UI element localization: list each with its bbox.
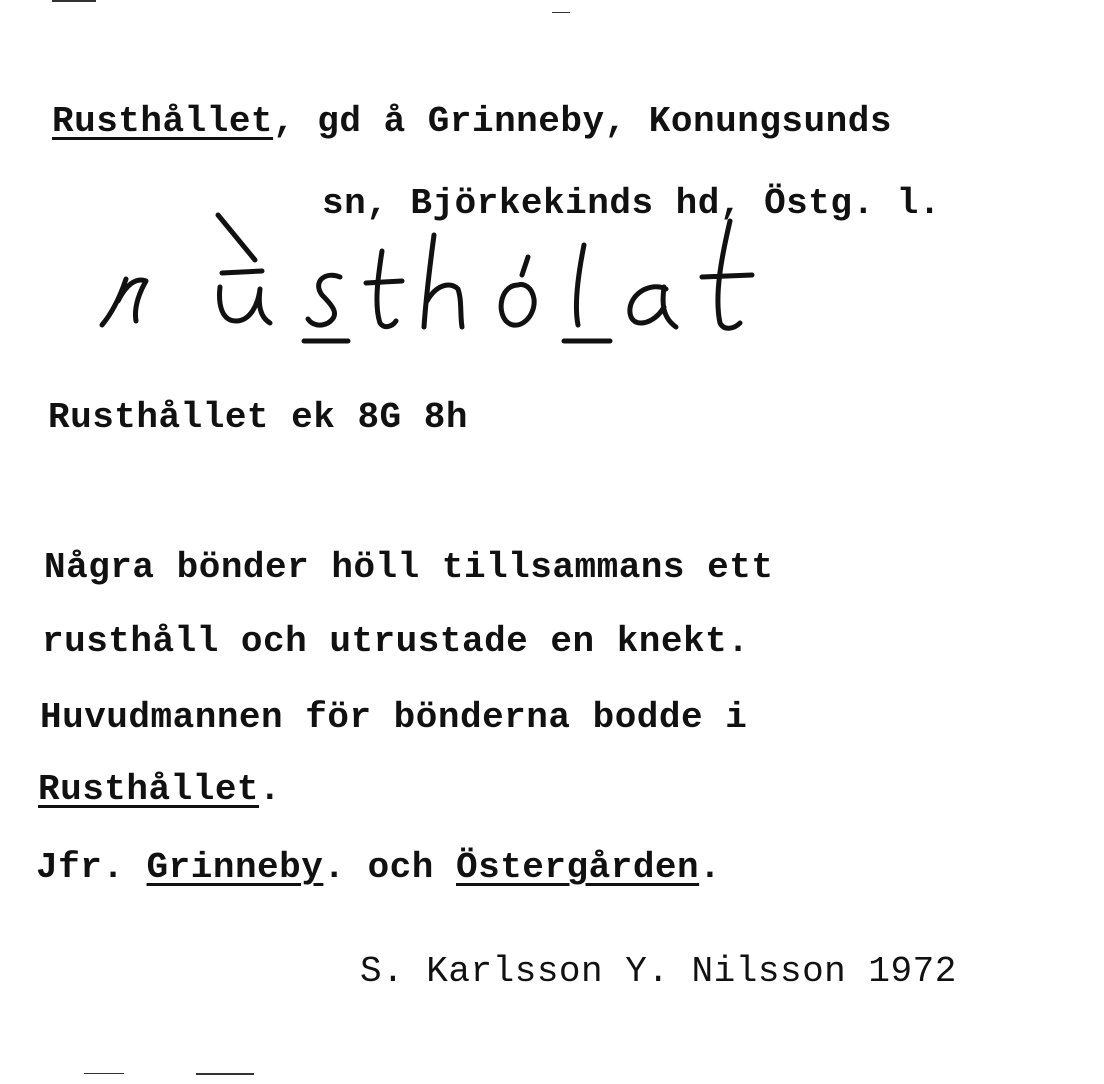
header-line-1 <box>52 102 892 142</box>
signature: S. Karlsson Y. Nilsson 1972 <box>360 951 957 992</box>
header-location: , gd å Grinneby, Konungsunds <box>273 101 892 142</box>
ostergarden-link: Östergården <box>456 847 700 888</box>
scan-speck <box>552 12 570 13</box>
scan-speck <box>196 1073 254 1075</box>
handwritten-phonetic-transcription <box>90 205 770 365</box>
crossref-line: Jfr. Grinneby. och Östergården. <box>36 847 722 888</box>
scan-speck <box>84 1073 124 1074</box>
scan-speck <box>52 0 96 2</box>
body-line-4: Rusthållet. <box>38 769 282 810</box>
body-line-1: Några bönder höll tillsammans ett <box>44 547 774 588</box>
place-name: Rusthållet <box>52 101 274 142</box>
body-line-2: rusthåll och utrustade en knekt. <box>42 621 750 662</box>
grinneby-link: Grinneby <box>146 847 324 888</box>
header-line-2: sn, Björkekinds hd, Östg. l. <box>322 183 941 224</box>
archive-reference: Rusthållet ek 8G 8h <box>48 397 468 438</box>
rusthallet-link: Rusthållet <box>38 769 260 810</box>
body-line-3: Huvudmannen för bönderna bodde i <box>40 697 748 738</box>
